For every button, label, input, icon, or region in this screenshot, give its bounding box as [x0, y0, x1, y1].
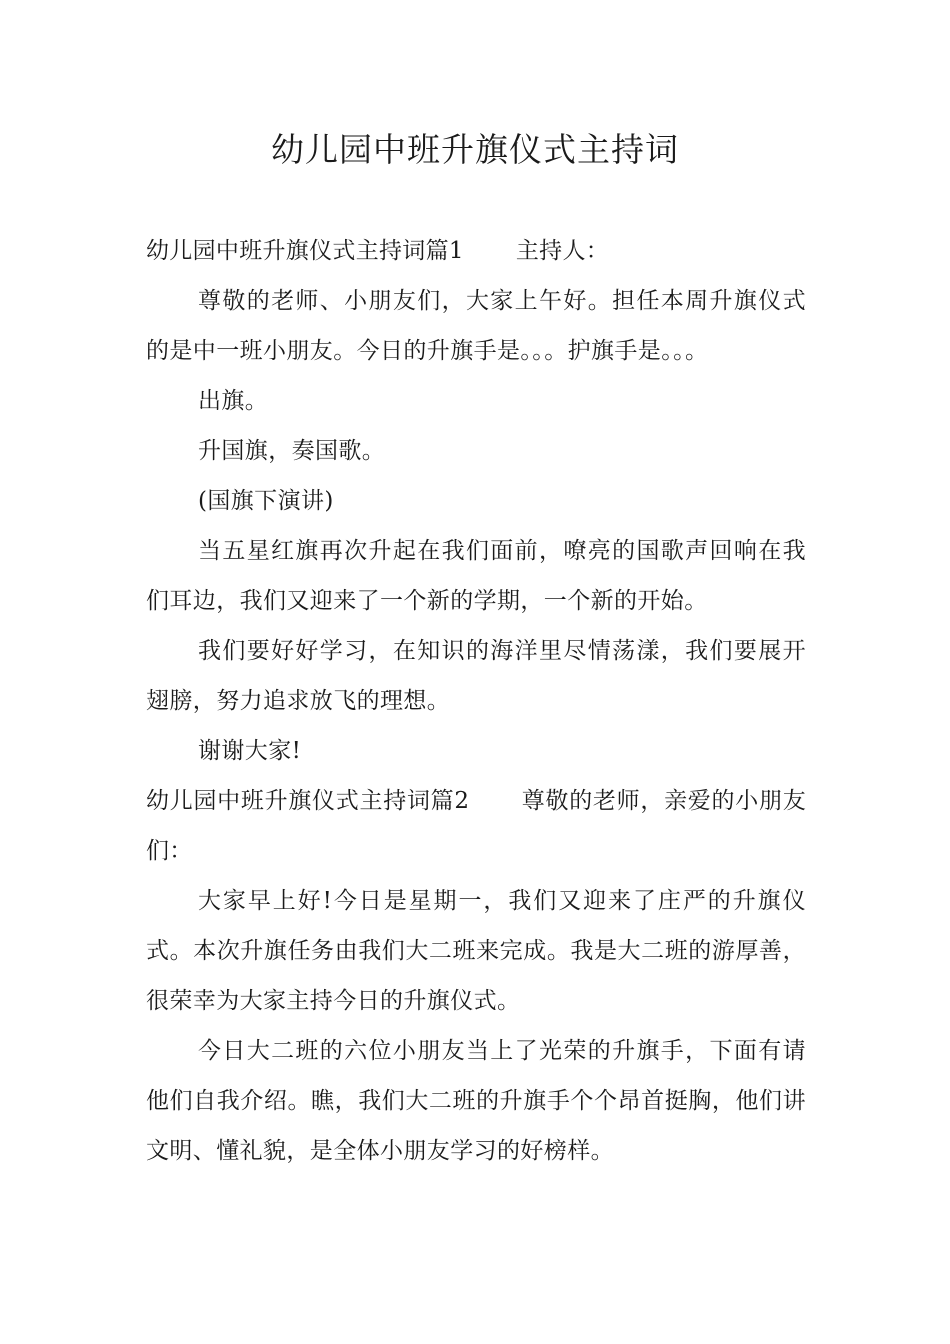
section-1-heading-line — [146, 226, 806, 276]
section-1-paragraph: (国旗下演讲) — [198, 488, 334, 514]
section-2-paragraph: 今日大二班的六位小朋友当上了光荣的升旗手，下面有请他们自我介绍。瞧，我们大二班的升旗手个个昂首挺胸，他们讲文明、懂礼貌，是全体小朋友学习的好榜样。 — [146, 1038, 806, 1164]
section-1-heading-tail: 主持人： — [515, 238, 610, 264]
section-1-paragraph: 我们要好好学习，在知识的海洋里尽情荡漾，我们要展开翅膀，努力追求放飞的理想。 — [146, 638, 806, 714]
document-body — [146, 226, 806, 1176]
section-1-paragraph: 谢谢大家! — [198, 738, 302, 764]
section-2-paragraph: 大家早上好!今日是星期一，我们又迎来了庄严的升旗仪式。本次升旗任务由我们大二班来完成。我是大二班的游厚善，很荣幸为大家主持今日的升旗仪式。 — [146, 888, 806, 1014]
section-1-paragraph: 当五星红旗再次升起在我们面前，嘹亮的国歌声回响在我们耳边，我们又迎来了一个新的学期，一个新的开始。 — [146, 538, 806, 614]
section-2-heading: 幼儿园中班升旗仪式主持词篇2 — [146, 788, 470, 814]
section-1-paragraph: 出旗。 — [198, 388, 269, 414]
section-2-heading-line — [146, 776, 806, 876]
section-1-heading: 幼儿园中班升旗仪式主持词篇1 — [146, 238, 464, 264]
section-1-paragraph: 尊敬的老师、小朋友们，大家上午好。担任本周升旗仪式的是中一班小朋友。今日的升旗手是。。。护旗手是。。。 — [146, 288, 806, 364]
section-2-heading-tail: 尊敬的老师，亲爱的小朋友们： — [146, 788, 806, 864]
section-1-paragraph: 升国旗，奏国歌。 — [198, 438, 386, 464]
document-title: 幼儿园中班升旗仪式主持词 — [271, 130, 679, 169]
